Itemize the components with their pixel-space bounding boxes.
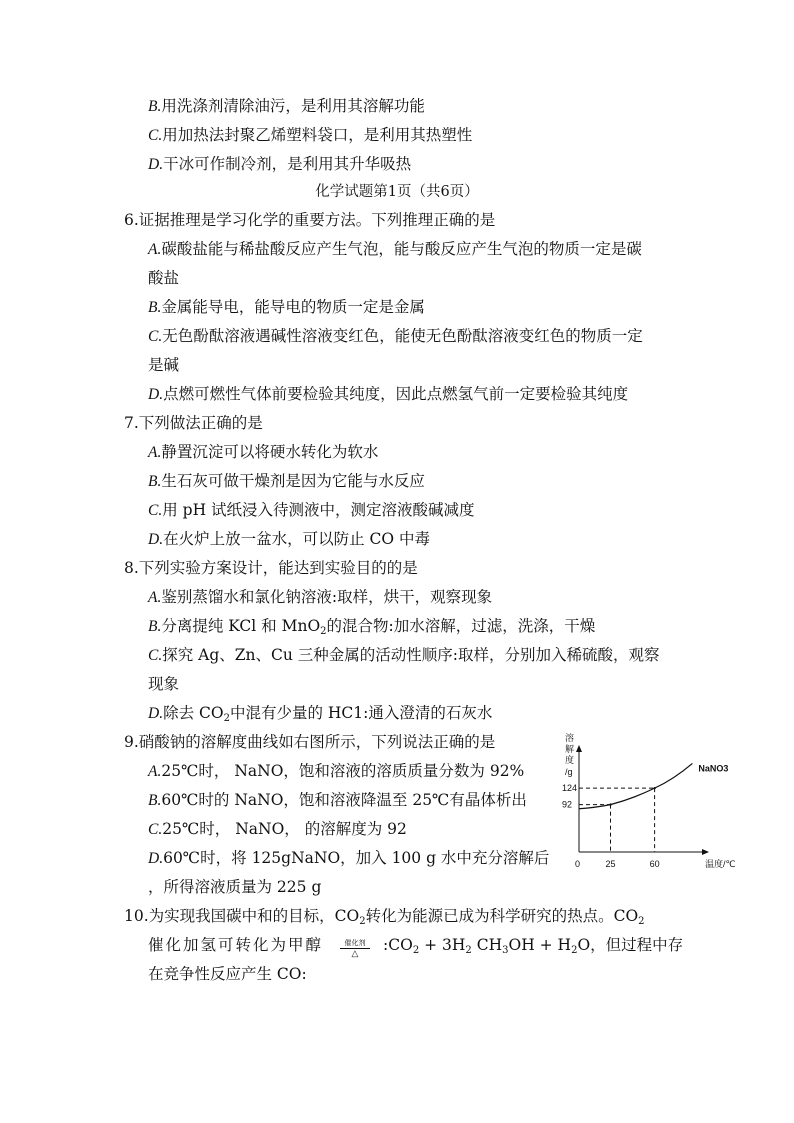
q5-option-c: C.用加热法封聚乙烯塑料袋口，是利用其热塑性 [148,126,473,144]
x-axis-arrow [702,849,709,855]
q6-option-c-cont: 是碱 [148,356,180,374]
q8-option-d: D.除去 $CO_2$中混有少量的 HC1:通入澄清的石灰水 [148,704,493,724]
q7-option-b: B.生石灰可做干燥剂是因为它能与水反应 [148,472,425,490]
q6-option-c: C.无色酚酞溶液遇碱性溶液变红色，能使无色酚酞溶液变红色的物质一定 [148,327,643,345]
q9-option-b: B.60℃时的 NaNO，饱和溶液降温至 25℃有晶体析出 [148,791,527,809]
q9-stem: 9.硝酸钠的溶解度曲线如右图所示，下列说法正确的是 [124,733,496,751]
x-tick-0: 0 [575,859,581,869]
q5-option-d: D.干冰可作制冷剂，是利用其升华吸热 [148,155,412,173]
series-label-nano3: NaNO3 [698,763,729,774]
q8-option-b: B.分离提纯 KCl 和 MnO$_2$的混合物:加水溶解，过滤，洗涤，干燥 [148,617,596,637]
x-tick-60: 60 [649,859,660,869]
q7-stem: 7.下列做法正确的是 [124,414,263,432]
q6-stem: 6.证据推理是学习化学的重要方法。下列推理正确的是 [124,211,496,229]
heat-symbol: △ [340,948,370,957]
y-axis-arrow [576,745,582,752]
q8-option-c-cont: 现象 [148,675,180,693]
solubility-chart [555,727,794,877]
q6-option-a-cont: 酸盐 [148,269,180,287]
q7-option-a: A.静置沉淀可以将硬水转化为软水 [148,443,379,461]
q7-option-c: C.用 pH 试纸浸入待测液中，测定溶液酸碱减度 [148,501,475,519]
q6-option-b: B.金属能导电，能导电的物质一定是金属 [148,298,425,316]
ylabel-char-3: 度 [565,755,575,765]
xlabel: 温度/℃ [705,859,736,869]
q7-option-d: D.在火炉上放一盆水，可以防止 CO 中毒 [148,530,431,548]
data-point-1 [653,787,655,789]
q9-option-c: C.25℃时， NaNO， 的溶解度为 92 [148,820,407,838]
catalyst-label: 催化剂 [344,940,366,947]
ylabel-char-1: 溶 [565,733,575,743]
ylabel-char-2: 解 [565,744,575,754]
catalyst-condition [340,940,370,957]
x-tick-25: 25 [605,859,616,869]
y-tick-92: 92 [562,799,573,810]
q5-option-b: B.用洗涤剂清除油污，是利用其溶解功能 [148,97,425,115]
q9-option-d-cont: ，所得溶液质量为 225 g [148,878,322,896]
q8-option-a: A.鉴别蒸馏水和氯化钠溶液:取样，烘干，观察现象 [148,588,493,606]
data-point-0 [609,803,611,805]
q6-option-d: D.点燃可燃性气体前要检验其纯度，因此点燃氢气前一定要检验其纯度 [148,385,629,403]
q10-line-1: 10.为实现我国碳中和的目标，$CO_2$转化为能源已成为科学研究的热点。$CO_2$ [124,907,645,927]
q9-option-a: A.25℃时， NaNO，饱和溶液的溶质质量分数为 92% [148,762,525,780]
ylabel-unit: /g [565,767,573,777]
series-line-nano3 [579,763,692,808]
q6-option-a: A.碳酸盐能与稀盐酸反应产生气泡，能与酸反应产生气泡的物质一定是碳 [148,240,642,258]
q9-option-d: D.60℃时，将 125gNaNO，加入 100 g 水中充分溶解后 [148,849,550,867]
q8-option-c: C.探究 Ag、Zn、Cu 三种金属的活动性顺序:取样，分别加入稀硫酸，观察 [148,646,660,664]
q10-line-2: 催化加氢可转化为甲醇 $:CO_2 + 3H_2$ $CH_3OH + H_2O$，但过程中存 [148,936,684,956]
page-footer: 化学试题第1页（共6页） [315,184,479,200]
q8-stem: 8.下列实验方案设计，能达到实验目的的是 [124,559,418,577]
q10-line-3: 在竞争性反应产生 CO: [148,965,307,983]
y-tick-124: 124 [562,783,578,794]
